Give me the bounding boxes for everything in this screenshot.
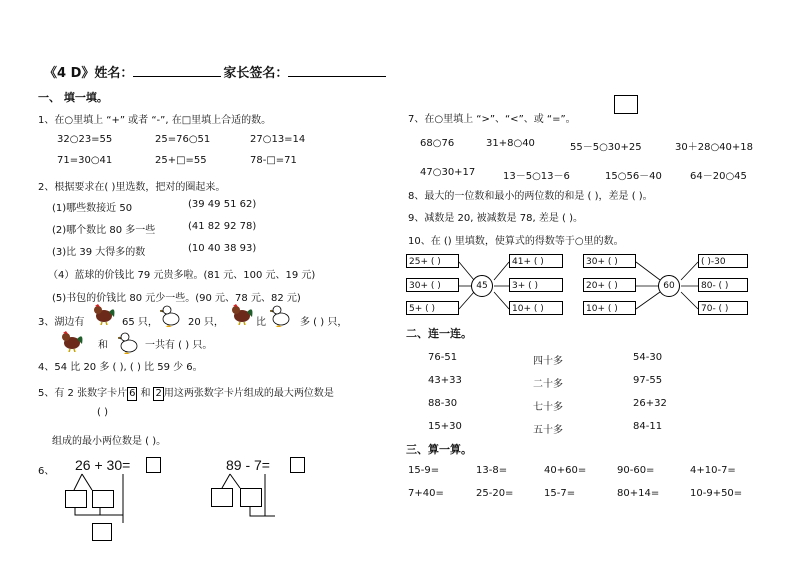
section2-title: 二、连一连。 (406, 327, 472, 340)
q1-item[interactable]: 25=76○51 (155, 134, 211, 145)
q7-item[interactable]: 15○56－40 (605, 171, 662, 182)
q3-text-c: 20 只， (188, 317, 224, 328)
q10-target-circle: 60 (658, 275, 680, 297)
q1-item[interactable]: 78-□=71 (250, 155, 297, 166)
q2-item-question: (2)哪个数比 80 多一些 (52, 225, 156, 236)
q1-text: 1、在○里填上 “+” 或者 “-”, 在□里填上合适的数。 (38, 115, 272, 126)
answer-box[interactable] (240, 488, 262, 507)
q9-text[interactable]: 9、减数是 20, 被减数是 78, 差是 ( )。 (408, 213, 584, 224)
calc-item[interactable]: 15-7= (544, 488, 576, 499)
duck-icon (270, 303, 292, 327)
digit-card: 2 (155, 388, 162, 399)
calc-item[interactable]: 13-8= (476, 465, 508, 476)
q2-item-question[interactable]: (5)书包的价钱比 80 元少一些。(90 元、78 元、82 元) (52, 293, 301, 304)
match-left-item[interactable]: 43+33 (428, 375, 462, 386)
calc-item[interactable]: 15-9= (408, 465, 440, 476)
section1-title: 一、 填一填。 (38, 91, 108, 104)
q10-expr-box[interactable]: 5+ ( ) (406, 301, 459, 315)
match-right-item[interactable]: 97-55 (633, 375, 663, 386)
match-left-item[interactable]: 76-51 (428, 352, 458, 363)
answer-box[interactable] (211, 488, 233, 507)
answer-box[interactable] (146, 457, 161, 473)
q6-label: 6、 (38, 466, 55, 477)
rooster-icon (230, 303, 254, 325)
q5-line (38, 384, 334, 401)
calc-item[interactable]: 10-9+50= (690, 488, 743, 499)
answer-box[interactable] (65, 490, 87, 508)
q10-expr-box[interactable]: ( )-30 (698, 254, 748, 268)
q10-expr-box[interactable]: 70- ( ) (698, 301, 748, 315)
calc-item[interactable]: 25-20= (476, 488, 514, 499)
q10-target-circle: 45 (471, 275, 493, 297)
q2-item-options[interactable]: (39 49 51 62) (188, 199, 257, 210)
q3-text-b: 65 只， (122, 317, 158, 328)
q10-expr-box[interactable]: 80- ( ) (698, 278, 748, 292)
q1-item[interactable]: 32○23=55 (57, 134, 113, 145)
match-right-item[interactable]: 26+32 (633, 398, 667, 409)
q5-text-b: 和 (140, 388, 151, 399)
q6-expression: 89 - 7= (226, 457, 270, 473)
q3-text-g[interactable]: 一共有 ( ) 只。 (145, 340, 213, 351)
calc-item[interactable]: 4+10-7= (690, 465, 736, 476)
answer-box[interactable] (92, 523, 112, 541)
match-mid-item[interactable]: 四十多 (533, 356, 563, 367)
q2-item-options[interactable]: (41 82 92 78) (188, 221, 257, 232)
calc-item[interactable]: 40+60= (544, 465, 587, 476)
calc-item[interactable]: 90-60= (617, 465, 655, 476)
class-name-label: 《4 D》姓名： (44, 66, 134, 81)
q2-item-question: (1)哪些数接近 50 (52, 203, 133, 214)
digit-card: 6 (129, 388, 136, 399)
q10-expr-box[interactable]: 25+ ( ) (406, 254, 459, 268)
q10-expr-box[interactable]: 10+ ( ) (583, 301, 636, 315)
q1-item[interactable]: 25+□=55 (155, 155, 207, 166)
q8-text[interactable]: 8、最大的一位数和最小的两位数的和是 ( )，差是 ( )。 (408, 191, 653, 202)
q10-expr-box[interactable]: 30+ ( ) (583, 254, 636, 268)
q3-text-d: 比 (256, 317, 266, 328)
section3-title: 三、算一算。 (406, 443, 472, 456)
signature-blank[interactable] (288, 64, 386, 77)
duck-icon (160, 303, 182, 327)
parent-signature-label: 家长签名： (223, 66, 289, 81)
q2-item-question: (3)比 39 大得多的数 (52, 247, 146, 258)
answer-box[interactable] (614, 95, 638, 114)
q3-text-a: 3、湖边有 (38, 317, 85, 328)
q5-text-a: 5、有 2 张数字卡片 (38, 388, 128, 399)
q1-item[interactable]: 71=30○41 (57, 155, 113, 166)
q5-text-e[interactable]: 组成的最小两位数是 ( )。 (52, 436, 167, 447)
calc-item[interactable]: 80+14= (617, 488, 660, 499)
answer-box[interactable] (92, 490, 114, 508)
header-line (44, 62, 386, 81)
q7-item[interactable]: 64－20○45 (690, 171, 747, 182)
match-left-item[interactable]: 15+30 (428, 421, 462, 432)
q5-blank[interactable]: ( ) (97, 407, 108, 418)
rooster-icon (92, 303, 116, 325)
q10-expr-box[interactable]: 3+ ( ) (509, 278, 563, 292)
q1-item[interactable]: 27○13=14 (250, 134, 306, 145)
q7-item[interactable]: 47○30+17 (420, 167, 476, 178)
q2-item-question[interactable]: （4）蓝球的价钱比 79 元贵多啦。(81 元、100 元、19 元) (48, 270, 316, 281)
q10-expr-box[interactable]: 41+ ( ) (509, 254, 563, 268)
match-right-item[interactable]: 84-11 (633, 421, 663, 432)
q10-expr-box[interactable]: 20+ ( ) (583, 278, 636, 292)
q10-expr-box[interactable]: 10+ ( ) (509, 301, 563, 315)
answer-box[interactable] (290, 457, 305, 473)
name-blank[interactable] (133, 64, 221, 77)
match-mid-item[interactable]: 七十多 (533, 402, 563, 413)
match-mid-item[interactable]: 二十多 (533, 379, 563, 390)
match-left-item[interactable]: 88-30 (428, 398, 458, 409)
q7-item[interactable]: 31+8○40 (486, 138, 535, 149)
q4-text[interactable]: 4、54 比 20 多 ( ), ( ) 比 59 少 6。 (38, 362, 203, 373)
q10-expr-box[interactable]: 30+ ( ) (406, 278, 459, 292)
q7-item[interactable]: 68○76 (420, 138, 455, 149)
calc-item[interactable]: 7+40= (408, 488, 444, 499)
q7-item[interactable]: 30＋28○40+18 (675, 142, 754, 153)
q7-item[interactable]: 13－5○13－6 (503, 171, 570, 182)
rooster-icon (60, 330, 84, 352)
q3-text-e[interactable]: 多 ( ) 只， (300, 317, 348, 328)
q10-text: 10、在 () 里填数，使算式的得数等于○里的数。 (408, 236, 624, 247)
q6-expression: 26 + 30= (75, 457, 131, 473)
q5-text-c: 用这两张数字卡片组成的最大两位数是 (163, 388, 334, 399)
duck-icon (118, 330, 140, 354)
q3-text-f: 和 (98, 340, 108, 351)
q2-item-options[interactable]: (10 40 38 93) (188, 243, 257, 254)
match-mid-item[interactable]: 五十多 (533, 425, 563, 436)
q7-text: 7、在○里填上 “>”、“<”、或 “=”。 (408, 114, 576, 125)
q7-item[interactable]: 55－5○30+25 (570, 142, 642, 153)
q2-text: 2、根据要求在( )里选数，把对的圈起来。 (38, 182, 226, 193)
match-right-item[interactable]: 54-30 (633, 352, 663, 363)
